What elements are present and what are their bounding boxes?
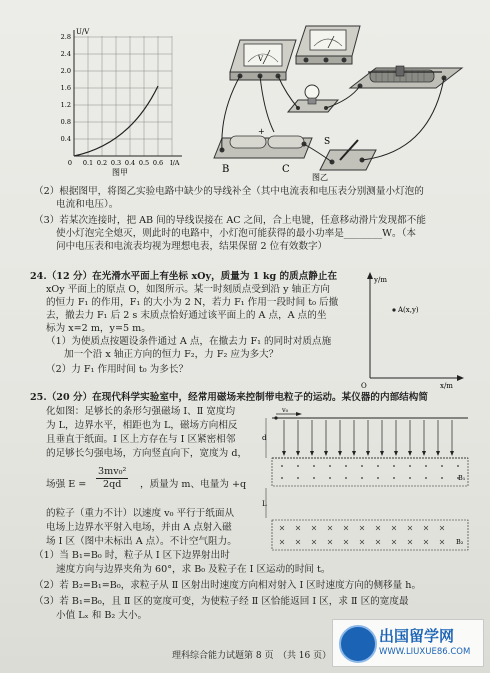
q24-origin-label: O: [361, 382, 367, 390]
q25-field-fraction: [96, 466, 128, 491]
graph-caption: 图甲: [112, 168, 128, 176]
lamp-icon: [288, 85, 338, 112]
graph-x-tick: 0: [67, 159, 73, 167]
graph-x-axis-label: I/A: [170, 159, 180, 167]
graph-y-tick: 0.4: [60, 135, 71, 143]
globe-icon: [339, 625, 377, 663]
q24-line6: （1）为使质点按题设条件通过 A 点，在撤去力 F₁ 的同时对质点施: [46, 336, 332, 347]
graph-y-tick: 2.8: [60, 33, 71, 41]
q25-line5: 的足够长匀强电场，方向竖直向下，宽度为 d，: [46, 448, 248, 459]
svg-text:B₁: B₁: [458, 474, 466, 482]
q24-line2: xOy 平面上的原点 O，如图所示。某一时刻质点受到沿 y 轴正方向: [46, 284, 331, 295]
fraction-denominator: 2qd: [102, 479, 122, 490]
graph-x-tick: 0.4: [124, 159, 136, 167]
svg-text:S: S: [324, 137, 331, 147]
graph-x-tick: 0.5: [138, 159, 150, 167]
q25-line3: 为 L，边界水平，相距也为 L，磁场方向相反: [46, 420, 238, 431]
page-footer: 理科综合能力试题第 8 页 （共 16 页）: [172, 651, 332, 661]
circuit-caption: 图乙: [312, 173, 328, 182]
q24-line4: 去，撤去力 F₁ 后 2 s 末质点恰好通过该平面上的 A 点，A 点的坐: [46, 310, 327, 321]
q25-line2: 化如图：足够长的条形匀强磁场 Ⅰ、Ⅱ 宽度均: [46, 406, 236, 417]
graph-x-tick: 0.6: [152, 159, 164, 167]
q24-line8: （2）力 F₁ 作用时间 t₀ 为多长？: [46, 364, 189, 375]
q25-line13: （3）若 B₁=B₀，且 Ⅱ 区的宽度可变，为使粒子经 Ⅱ 区恰能返回 Ⅰ 区，求 Ⅱ 区的宽度最: [34, 596, 409, 607]
q25-line8: 电场上边界水平射入电场，并由 A 点射入磁: [46, 522, 232, 533]
point-a: [392, 308, 395, 311]
fraction-numerator: 3mv₀²: [98, 466, 127, 477]
rheostat-icon: [350, 66, 462, 89]
svg-text:L: L: [262, 500, 267, 508]
graph-y-tick: 2.0: [60, 67, 71, 75]
q24-y-label: y/m: [374, 276, 387, 284]
region-ii-crosses: [280, 526, 444, 544]
graph-y-tick: 1.2: [60, 101, 71, 109]
q25-line10: （1）当 B₁=B₀ 时，粒子从 Ⅰ 区下边界射出时: [34, 550, 230, 561]
battery-icon: [214, 127, 312, 158]
q25-line7: 的粒子（重力不计）以速度 v₀ 平行于纸面从: [46, 508, 235, 519]
graph-y-tick: 0.8: [60, 118, 71, 126]
q25-line9: 场 Ⅰ 区（图中未标出 A 点）。不计空气阻力。: [46, 536, 237, 547]
q25-line12: （2）若 B₂=B₁=B₀，求粒子从 Ⅱ 区射出时速度方向相对射入 Ⅰ 区时速度方向的侧移量 h。: [34, 580, 422, 591]
q24-line7: 加一个沿 x 轴正方向的恒力 F₂，力 F₂ 应为多大？: [64, 349, 279, 360]
q23-part3-line2: 使小灯泡完全熄灭，则此时的电路中，小灯泡可能获得的最小功率是________W。（本: [56, 228, 417, 239]
q25-field-prefix: 场强 E =: [46, 479, 87, 490]
svg-text:+: +: [258, 127, 265, 136]
svg-text:B₂: B₂: [456, 538, 464, 546]
q24-coordinate-figure: [356, 270, 466, 390]
q25-line1: 25.（20 分）在现代科学实验室中，经常用磁场来控制带电粒子的运动。某仪器的内部结构简: [30, 392, 428, 403]
q24-line1: 24.（12 分）在光滑水平面上有坐标 xOy，质量为 1 kg 的质点静止在: [30, 271, 338, 282]
q25-line4: 且垂直于纸面。Ⅰ 区上方存在与 Ⅰ 区紧密相邻: [46, 434, 236, 445]
circuit-figure: [200, 12, 470, 182]
ui-graph-figure: [50, 26, 190, 176]
q24-line3: 的恒力 F₁ 的作用，F₁ 的大小为 2 N，若力 F₁ 作用一段时间 t₀ 后撤: [46, 297, 339, 308]
switch-icon: [320, 137, 376, 170]
q24-line5: 标为 x=2 m，y=5 m。: [46, 323, 151, 334]
q23-part3-line3: 问中电压表和电流表均视为理想电表，结果保留 2 位有效数字）: [56, 241, 328, 252]
q23-part2-line2: 电流和电压）。: [56, 199, 119, 210]
watermark-logo: [332, 619, 484, 667]
region-i-dots: [281, 465, 459, 479]
circuit-label-c: C: [282, 164, 290, 175]
graph-x-tick: 0.1: [82, 159, 94, 167]
svg-text:d: d: [262, 434, 267, 442]
q25-field-figure: [262, 408, 472, 558]
ammeter-icon: [296, 26, 360, 64]
graph-x-tick: 0.3: [110, 159, 122, 167]
q25-line11: 速度方向与边界夹角为 60°，求 B₀ 及粒子在 Ⅰ 区运动的时间 t。: [56, 564, 331, 575]
svg-text:V: V: [258, 55, 264, 63]
q24-point-label: A(x,y): [398, 306, 419, 314]
graph-y-tick: 2.4: [60, 50, 71, 58]
q25-line14: 小值 Lₓ 和 B₂ 大小。: [56, 610, 148, 621]
q23-part2-line1: （2）根据图甲，将图乙实验电路中缺少的导线补全（其中电流表和电压表分别测量小灯泡的: [34, 186, 424, 197]
q23-part3-line1: （3）若某次连接时，把 AB 间的导线误接在 AC 之间，合上电键，任意移动滑片发现都不能: [34, 215, 426, 226]
watermark-url: WWW.LIUXUE86.COM: [379, 647, 471, 657]
q25-field-suffix: ，质量为 m、电量为 +q: [140, 479, 247, 490]
graph-x-tick: 0.2: [96, 159, 108, 167]
svg-text:v₀: v₀: [282, 408, 289, 414]
graph-y-tick: 1.6: [60, 84, 71, 92]
watermark-name: 出国留学网: [379, 627, 455, 645]
q24-x-label: x/m: [440, 382, 453, 390]
circuit-label-b: B: [222, 164, 230, 175]
graph-y-axis-label: U/V: [76, 28, 90, 36]
voltmeter-icon: [230, 40, 296, 80]
